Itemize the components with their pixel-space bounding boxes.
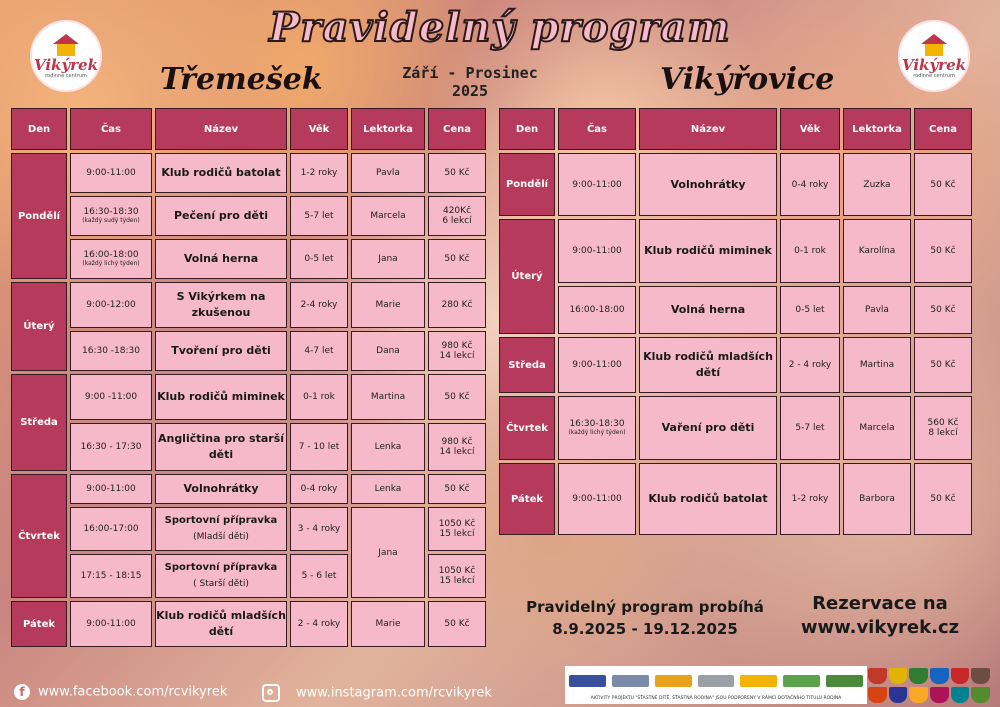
header-nazev: Název xyxy=(639,108,777,150)
lector-cell: Lenka xyxy=(351,474,425,504)
header-den: Den xyxy=(499,108,555,150)
header-lektorka: Lektorka xyxy=(351,108,425,150)
header-cena: Cena xyxy=(428,108,486,150)
age-cell: 0-4 roky xyxy=(290,474,348,504)
table-header-row xyxy=(499,108,972,150)
name-sub: ( Starší děti) xyxy=(193,579,249,589)
lector-cell: Martina xyxy=(843,337,911,393)
day-cell: Úterý xyxy=(11,282,67,371)
time-value: 16:00-18:00 xyxy=(83,250,139,260)
lector-cell: Karolína xyxy=(843,219,911,283)
crest-icon xyxy=(951,687,970,703)
price-cell xyxy=(428,196,486,236)
partner-logo-icon xyxy=(698,675,735,687)
futurpol-logo-icon xyxy=(783,675,820,687)
time-cell: 9:00-11:00 xyxy=(558,337,636,393)
instagram-url[interactable]: www.instagram.com/rcvikyrek xyxy=(296,685,492,701)
time-value: 16:30-18:30 xyxy=(569,419,625,429)
lector-cell: Pavla xyxy=(351,153,425,193)
age-cell: 5 - 6 let xyxy=(290,554,348,598)
age-cell: 1-2 roky xyxy=(780,463,840,535)
time-cell: 9:00-11:00 xyxy=(70,474,152,504)
location-vikyrovice: Vikýřovice xyxy=(660,62,835,97)
time-cell: 9:00-11:00 xyxy=(558,219,636,283)
crest-icon xyxy=(868,668,887,684)
sponsor-text: AKTIVITY PROJEKTU "ŠŤASTNÉ DÍTĚ, ŠŤASTNÁ RODINA" JSOU PODPOŘENY V RÁMCI DOTAČNÍHO TITULU RODINA xyxy=(590,696,842,701)
time-cell: 9:00-11:00 xyxy=(70,601,152,647)
price-lessons: 15 lekcí xyxy=(439,529,475,539)
header-nazev: Název xyxy=(155,108,287,150)
crest-icon xyxy=(889,668,908,684)
lector-cell: Marie xyxy=(351,282,425,328)
table-row xyxy=(11,507,486,551)
ministry-logo-icon xyxy=(612,675,649,687)
age-cell: 0-5 let xyxy=(780,286,840,334)
table-row xyxy=(11,239,486,279)
lector-cell: Barbora xyxy=(843,463,911,535)
crest-icon xyxy=(971,687,990,703)
lector-cell: Jana xyxy=(351,507,425,598)
day-cell: Pondělí xyxy=(11,153,67,279)
instagram-link[interactable] xyxy=(262,684,492,702)
time-cell: 16:00-18:00 xyxy=(558,286,636,334)
delfort-logo-icon xyxy=(826,675,863,687)
name-sub: (Mladší děti) xyxy=(193,532,249,542)
lector-cell: Marcela xyxy=(843,396,911,460)
time-cell: 16:30 -18:30 xyxy=(70,331,152,371)
price-cell: 50 Kč xyxy=(428,374,486,420)
name-cell: Klub rodičů mladších dětí xyxy=(155,601,287,647)
age-cell: 2 - 4 roky xyxy=(290,601,348,647)
header-vek: Věk xyxy=(290,108,348,150)
lector-cell: Zuzka xyxy=(843,153,911,216)
program-dates-line1: Pravidelný program probíhá xyxy=(526,598,764,616)
age-cell: 3 - 4 roky xyxy=(290,507,348,551)
crest-icon xyxy=(889,687,908,703)
olomoucky-kraj-logo-icon xyxy=(655,675,692,687)
crest-icon xyxy=(909,668,928,684)
price-cell: 50 Kč xyxy=(914,286,972,334)
crest-icon xyxy=(930,668,949,684)
schedule-table-vikyrovice xyxy=(496,105,975,538)
table-row xyxy=(499,219,972,283)
name-cell xyxy=(155,507,287,551)
price-value: 420Kč xyxy=(442,206,472,216)
day-cell: Pátek xyxy=(11,601,67,647)
header-cas: Čas xyxy=(70,108,152,150)
age-cell: 2 - 4 roky xyxy=(780,337,840,393)
price-cell: 280 Kč xyxy=(428,282,486,328)
name-cell: Volná herna xyxy=(639,286,777,334)
logo-tagline: rodinné centrum xyxy=(913,72,955,79)
reservation-label: Rezervace na xyxy=(812,593,948,614)
time-value: 16:30-18:30 xyxy=(83,207,139,217)
name-cell: S Vikýrkem na zkušenou xyxy=(155,282,287,328)
age-cell: 0-1 rok xyxy=(290,374,348,420)
facebook-link[interactable] xyxy=(14,684,227,700)
lector-cell: Martina xyxy=(351,374,425,420)
sponsor-logos xyxy=(569,672,863,690)
header-cas: Čas xyxy=(558,108,636,150)
price-cell: 50 Kč xyxy=(914,219,972,283)
day-cell: Úterý xyxy=(499,219,555,334)
name-cell: Klub rodičů batolat xyxy=(639,463,777,535)
price-lessons: 6 lekcí xyxy=(442,216,472,226)
name-value: Sportovní přípravka xyxy=(164,515,278,526)
day-cell: Pátek xyxy=(499,463,555,535)
header-lektorka: Lektorka xyxy=(843,108,911,150)
time-cell: 17:15 - 18:15 xyxy=(70,554,152,598)
program-dates xyxy=(490,596,800,640)
lector-cell: Jana xyxy=(351,239,425,279)
age-cell: 0-1 rok xyxy=(780,219,840,283)
eu-flag-icon xyxy=(569,675,606,687)
house-icon xyxy=(53,34,79,56)
facebook-url[interactable]: www.facebook.com/rcvikyrek xyxy=(38,684,228,700)
price-cell: 50 Kč xyxy=(428,474,486,504)
price-cell: 50 Kč xyxy=(428,601,486,647)
time-cell: 9:00-11:00 xyxy=(70,153,152,193)
time-cell xyxy=(558,396,636,460)
price-cell xyxy=(428,507,486,551)
vikyrek-logo-right xyxy=(898,20,970,92)
table-header-row xyxy=(11,108,486,150)
price-lessons: 14 lekcí xyxy=(439,447,475,457)
time-cell: 9:00 -11:00 xyxy=(70,374,152,420)
crest-icon xyxy=(909,687,928,703)
time-cell xyxy=(70,196,152,236)
table-row xyxy=(11,153,486,193)
price-cell: 50 Kč xyxy=(428,239,486,279)
municipal-crests xyxy=(868,668,990,704)
page-title: Pravidelný program xyxy=(269,4,731,51)
price-value: 980 Kč xyxy=(441,437,473,447)
name-cell: Klub rodičů batolat xyxy=(155,153,287,193)
day-cell: Středa xyxy=(11,374,67,471)
crest-icon xyxy=(951,668,970,684)
crest-icon xyxy=(930,687,949,703)
header-cena: Cena xyxy=(914,108,972,150)
lector-cell: Dana xyxy=(351,331,425,371)
reservation xyxy=(780,592,980,640)
table-row xyxy=(499,337,972,393)
table-row xyxy=(499,463,972,535)
day-cell: Čtvrtek xyxy=(499,396,555,460)
price-cell: 50 Kč xyxy=(914,463,972,535)
day-cell: Pondělí xyxy=(499,153,555,216)
house-icon xyxy=(921,34,947,56)
period-year: 2025 xyxy=(451,82,489,100)
price-lessons: 14 lekcí xyxy=(439,351,475,361)
uno-logo-icon xyxy=(740,675,777,687)
lector-cell: Marcela xyxy=(351,196,425,236)
logo-word: Vikýrek xyxy=(33,55,99,74)
crest-icon xyxy=(971,668,990,684)
time-note: (každý sudý týden) xyxy=(82,217,140,224)
name-value: Sportovní přípravka xyxy=(164,562,278,573)
day-cell: Čtvrtek xyxy=(11,474,67,598)
price-value: 980 Kč xyxy=(441,341,473,351)
schedule-table-tremesek xyxy=(8,105,489,650)
name-cell: Klub rodičů mladších dětí xyxy=(639,337,777,393)
time-note: (každý lichý týden) xyxy=(568,429,626,436)
price-cell xyxy=(914,396,972,460)
name-cell: Klub rodičů miminek xyxy=(155,374,287,420)
age-cell: 1-2 roky xyxy=(290,153,348,193)
name-cell: Volnohrátky xyxy=(155,474,287,504)
header-vek: Věk xyxy=(780,108,840,150)
header-den: Den xyxy=(11,108,67,150)
price-cell xyxy=(428,554,486,598)
price-cell xyxy=(428,331,486,371)
name-cell xyxy=(155,554,287,598)
facebook-icon: f xyxy=(14,684,30,700)
table-row xyxy=(11,196,486,236)
time-note: (každý lichý týden) xyxy=(82,260,140,267)
program-dates-line2: 8.9.2025 - 19.12.2025 xyxy=(552,620,738,638)
age-cell: 7 - 10 let xyxy=(290,423,348,471)
sponsor-logos-strip xyxy=(565,666,867,704)
table-row xyxy=(11,331,486,371)
time-cell: 9:00-11:00 xyxy=(558,153,636,216)
name-cell: Volnohrátky xyxy=(639,153,777,216)
time-cell: 16:00-17:00 xyxy=(70,507,152,551)
price-cell: 50 Kč xyxy=(914,337,972,393)
name-cell: Klub rodičů miminek xyxy=(639,219,777,283)
time-cell: 9:00-12:00 xyxy=(70,282,152,328)
lector-cell: Pavla xyxy=(843,286,911,334)
logo-tagline: rodinné centrum xyxy=(45,72,87,79)
name-cell: Volná herna xyxy=(155,239,287,279)
lector-cell: Marie xyxy=(351,601,425,647)
table-row xyxy=(11,474,486,504)
price-lessons: 15 lekcí xyxy=(439,576,475,586)
location-tremesek: Třemešek xyxy=(160,62,323,97)
price-value: 1050 Kč xyxy=(438,566,476,576)
age-cell: 4-7 let xyxy=(290,331,348,371)
age-cell: 0-4 roky xyxy=(780,153,840,216)
day-cell: Středa xyxy=(499,337,555,393)
price-lessons: 8 lekcí xyxy=(928,428,958,438)
time-cell: 16:30 - 17:30 xyxy=(70,423,152,471)
table-row xyxy=(499,396,972,460)
table-row xyxy=(11,374,486,420)
price-cell: 50 Kč xyxy=(428,153,486,193)
name-cell: Pečení pro děti xyxy=(155,196,287,236)
price-value: 560 Kč xyxy=(927,418,959,428)
table-row xyxy=(499,153,972,216)
name-cell: Vaření pro děti xyxy=(639,396,777,460)
instagram-icon xyxy=(262,684,280,702)
price-value: 1050 Kč xyxy=(438,519,476,529)
price-cell xyxy=(428,423,486,471)
table-row xyxy=(11,423,486,471)
name-cell: Angličtina pro starší děti xyxy=(155,423,287,471)
age-cell: 2-4 roky xyxy=(290,282,348,328)
time-cell xyxy=(70,239,152,279)
age-cell: 5-7 let xyxy=(290,196,348,236)
logo-word: Vikýrek xyxy=(901,55,967,74)
table-row xyxy=(11,601,486,647)
period-months: Září - Prosinec xyxy=(402,64,538,82)
lector-cell: Lenka xyxy=(351,423,425,471)
name-cell: Tvoření pro děti xyxy=(155,331,287,371)
crest-icon xyxy=(868,687,887,703)
price-cell: 50 Kč xyxy=(914,153,972,216)
period xyxy=(400,64,540,100)
reservation-link[interactable]: www.vikyrek.cz xyxy=(800,617,960,638)
table-row xyxy=(11,282,486,328)
age-cell: 0-5 let xyxy=(290,239,348,279)
table-row xyxy=(499,286,972,334)
vikyrek-logo-left xyxy=(30,20,102,92)
age-cell: 5-7 let xyxy=(780,396,840,460)
time-cell: 9:00-11:00 xyxy=(558,463,636,535)
